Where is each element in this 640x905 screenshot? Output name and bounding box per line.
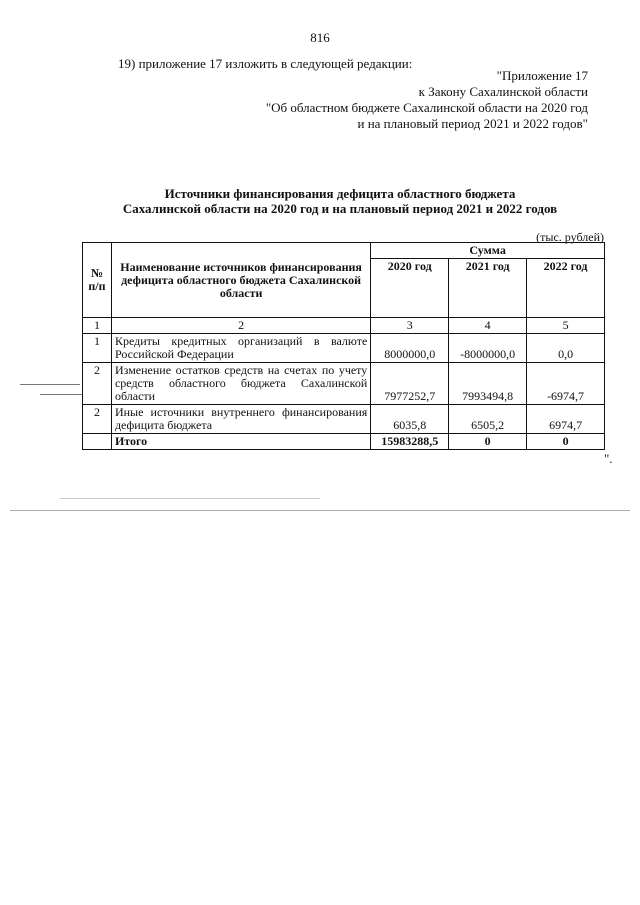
table-header-row	[83, 243, 605, 259]
header-2021: 2021 год	[449, 259, 527, 318]
table-row	[83, 334, 605, 363]
index-cell: 3	[371, 318, 449, 334]
row-2022: 0,0	[527, 334, 605, 363]
total-2020: 15983288,5	[371, 434, 449, 450]
row-2022: -6974,7	[527, 363, 605, 405]
page-number: 816	[310, 30, 330, 45]
total-2022: 0	[527, 434, 605, 450]
table-total-row	[83, 434, 605, 450]
table-row	[83, 363, 605, 405]
appendix-line: "Приложение 17	[496, 68, 588, 83]
row-2021: -8000000,0	[449, 334, 527, 363]
row-num: 2	[83, 363, 112, 405]
appendix-line: "Об областном бюджете Сахалинской области на 2020 год	[265, 100, 588, 115]
scan-artifact-line	[40, 394, 82, 395]
scan-artifact-line	[10, 510, 630, 511]
row-num: 1	[83, 334, 112, 363]
financing-sources-table	[82, 242, 605, 450]
closing-quote: ".	[604, 451, 613, 466]
header-2022: 2022 год	[527, 259, 605, 318]
row-name: Иные источники внутреннего финансирования дефицита бюджета	[111, 405, 370, 434]
total-num-cell	[83, 434, 112, 450]
index-cell: 2	[111, 318, 370, 334]
table-index-row	[83, 318, 605, 334]
row-2021: 6505,2	[449, 405, 527, 434]
total-2021: 0	[449, 434, 527, 450]
index-cell: 5	[527, 318, 605, 334]
index-cell: 1	[83, 318, 112, 334]
scan-artifact-line	[20, 384, 80, 385]
header-2020: 2020 год	[371, 259, 449, 318]
table-row	[83, 405, 605, 434]
title-line: Источники финансирования дефицита областного бюджета	[164, 186, 516, 201]
row-2020: 7977252,7	[371, 363, 449, 405]
appendix-reference	[266, 68, 588, 132]
units-label: (тыс. рублей)	[536, 230, 604, 244]
header-num: № п/п	[83, 243, 112, 318]
title-line: Сахалинской области на 2020 год и на плановый период 2021 и 2022 годов	[122, 201, 558, 216]
header-name: Наименование источников финансирования дефицита областного бюджета Сахалинской области	[111, 243, 370, 318]
row-2020: 6035,8	[371, 405, 449, 434]
row-name: Изменение остатков средств на счетах по учету средств областного бюджета Сахалинской области	[111, 363, 370, 405]
row-num: 2	[83, 405, 112, 434]
index-cell: 4	[449, 318, 527, 334]
header-sum: Сумма	[371, 243, 605, 259]
document-title	[0, 186, 640, 216]
scan-artifact-line	[60, 498, 320, 499]
row-2020: 8000000,0	[371, 334, 449, 363]
row-name: Кредиты кредитных организаций в валюте Российской Федерации	[111, 334, 370, 363]
row-2022: 6974,7	[527, 405, 605, 434]
appendix-line: и на плановый период 2021 и 2022 годов"	[357, 116, 588, 131]
appendix-line: к Закону Сахалинской области	[418, 84, 588, 99]
intro-text: 19) приложение 17 изложить в следующей редакции:	[118, 56, 413, 71]
row-2021: 7993494,8	[449, 363, 527, 405]
total-label: Итого	[111, 434, 370, 450]
